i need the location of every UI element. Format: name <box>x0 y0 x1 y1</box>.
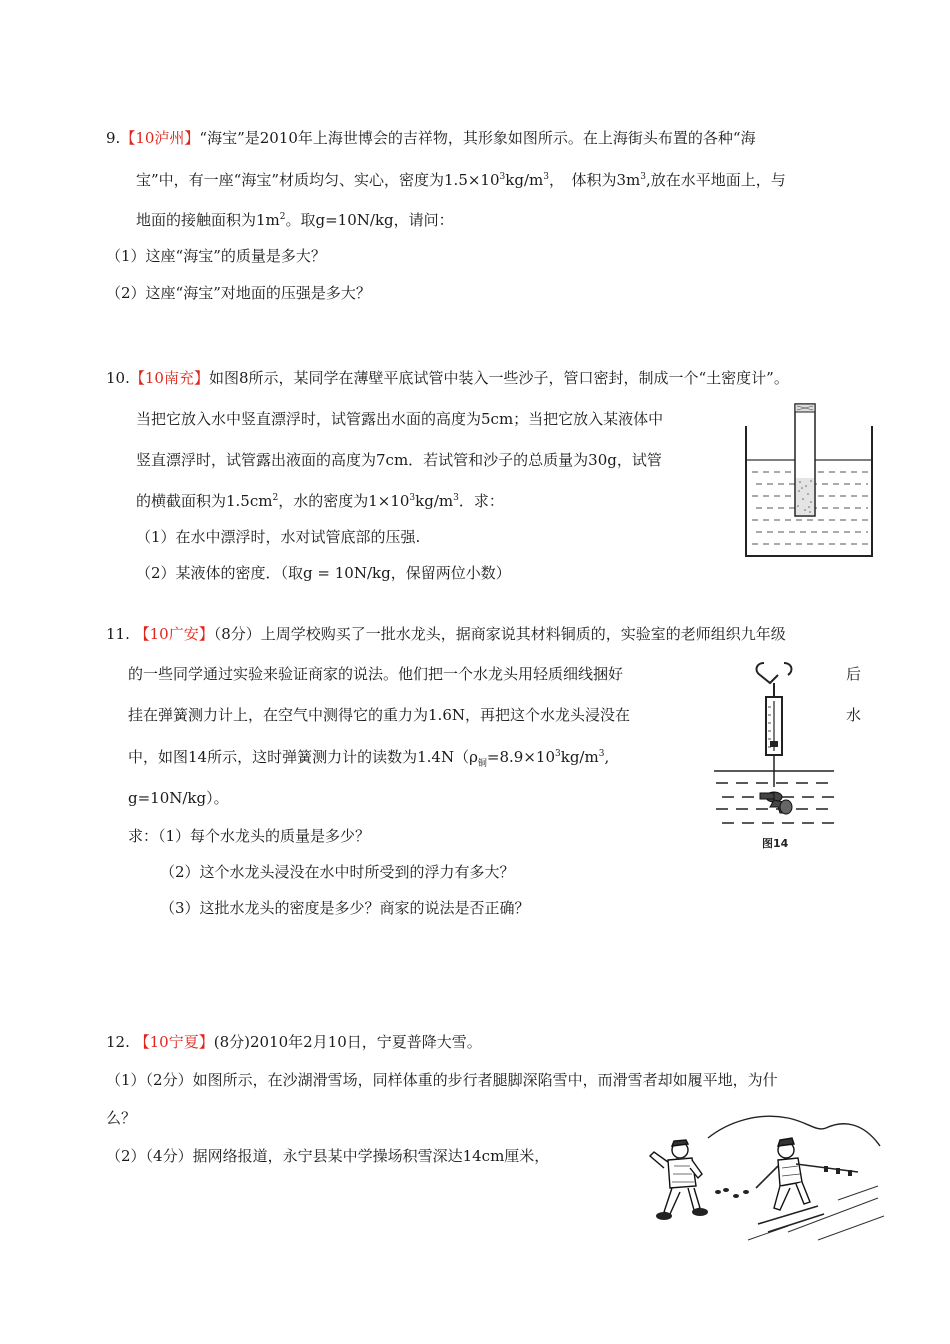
q11-part3: （3）这批水龙头的密度是多少？商家的说法是否正确？ <box>160 899 530 917</box>
q12-part1-cont: 么？ <box>106 1109 137 1127</box>
q10-part1: （1）在水中漂浮时，水对试管底部的压强. <box>136 528 421 546</box>
q10-line2: 当把它放入水中竖直漂浮时，试管露出水面的高度为5cm；当把它放入某液体中 <box>136 410 664 428</box>
q11-line3-right: 水 <box>846 706 862 724</box>
q12-part2: （2）（4分）据网络报道，永宁县某中学操场积雪深达14cm厘米， <box>106 1147 550 1165</box>
q12-source-tag: 【10宁夏】 <box>134 1033 214 1051</box>
q10-line4: 的横截面积为$1.5cm^2$，水的密度为$1\times 10^3kg/m^3$．求： <box>136 492 504 510</box>
q10-line1: 10.【10南充】如图8所示，某同学在薄壁平底试管中装入一些沙子，管口密封，制成一个“土密度计”。 <box>106 369 789 387</box>
q9-line3: 地面的接触面积为$1m^2$。取g=10N/kg，请问： <box>136 211 454 229</box>
q11-line3: 挂在弹簧测力计上，在空气中测得它的重力为1.6N，再把这个水龙头浸没在 <box>128 706 630 724</box>
q9-number: 9. <box>106 129 121 147</box>
q9-part2: （2）这座“海宝”对地面的压强是多大？ <box>106 284 371 302</box>
q10-line3: 竖直漂浮时，试管露出液面的高度为7cm．若试管和沙子的总质量为30g，试管 <box>136 451 662 469</box>
q11-line1: 11. 【10广安】（8分）上周学校购买了一批水龙头，据商家说其材料铜质的，实验室的老师组织九年级 <box>106 625 786 643</box>
q11-line2-right: 后 <box>846 665 862 683</box>
q9-line2: 宝”中，有一座“海宝”材质均匀、实心，密度为$1.5\times 10^3kg/m^3$， 体积为$3m^3$,放在水平地面上，与 <box>136 171 786 189</box>
q11-number: 11. <box>106 625 130 643</box>
q9-source-tag: 【10泸州】 <box>120 129 200 147</box>
spring-scale-faucet-figure <box>712 657 836 853</box>
q9-part1: （1）这座“海宝”的质量是多大？ <box>106 247 326 265</box>
q11-line4: 中，如图14所示，这时弹簧测力计的读数为$1.4N(\rho_铜=8.9\times 10^3kg/m^3$, <box>128 748 610 769</box>
q9-text-line1: “海宝”是2010年上海世博会的吉祥物，其形象如图所示。在上海街头布置的各种“海 <box>199 129 756 147</box>
fig14-caption: 图14 <box>762 837 789 850</box>
test-tube-beaker-figure <box>740 396 880 562</box>
snow-walker-skier-figure <box>628 1108 890 1248</box>
q12-line1: 12. 【10宁夏】(8分)2010年2月10日，宁夏普降大雪。 <box>106 1033 482 1051</box>
q11-part2: （2）这个水龙头浸没在水中时所受到的浮力有多大？ <box>160 863 515 881</box>
q12-part1: （1）（2分）如图所示，在沙湖滑雪场，同样体重的步行者腿脚深陷雪中，而滑雪者却如履平地，为什 <box>106 1071 778 1089</box>
q10-number: 10. <box>106 369 130 387</box>
q11-source-tag: 【10广安】 <box>134 625 214 643</box>
q11-line5: g=10N/kg）。 <box>128 789 229 807</box>
q11-line2: 的一些同学通过实验来验证商家的说法。他们把一个水龙头用轻质细线捆好 <box>128 665 624 683</box>
q10-part2: （2）某液体的密度．（取g = 10N/kg，保留两位小数） <box>136 564 511 582</box>
q12-number: 12. <box>106 1033 130 1051</box>
q9-line1 <box>106 128 756 148</box>
q10-source-tag: 【10南充】 <box>129 369 209 387</box>
q11-part1: 求：（1）每个水龙头的质量是多少？ <box>128 827 371 845</box>
